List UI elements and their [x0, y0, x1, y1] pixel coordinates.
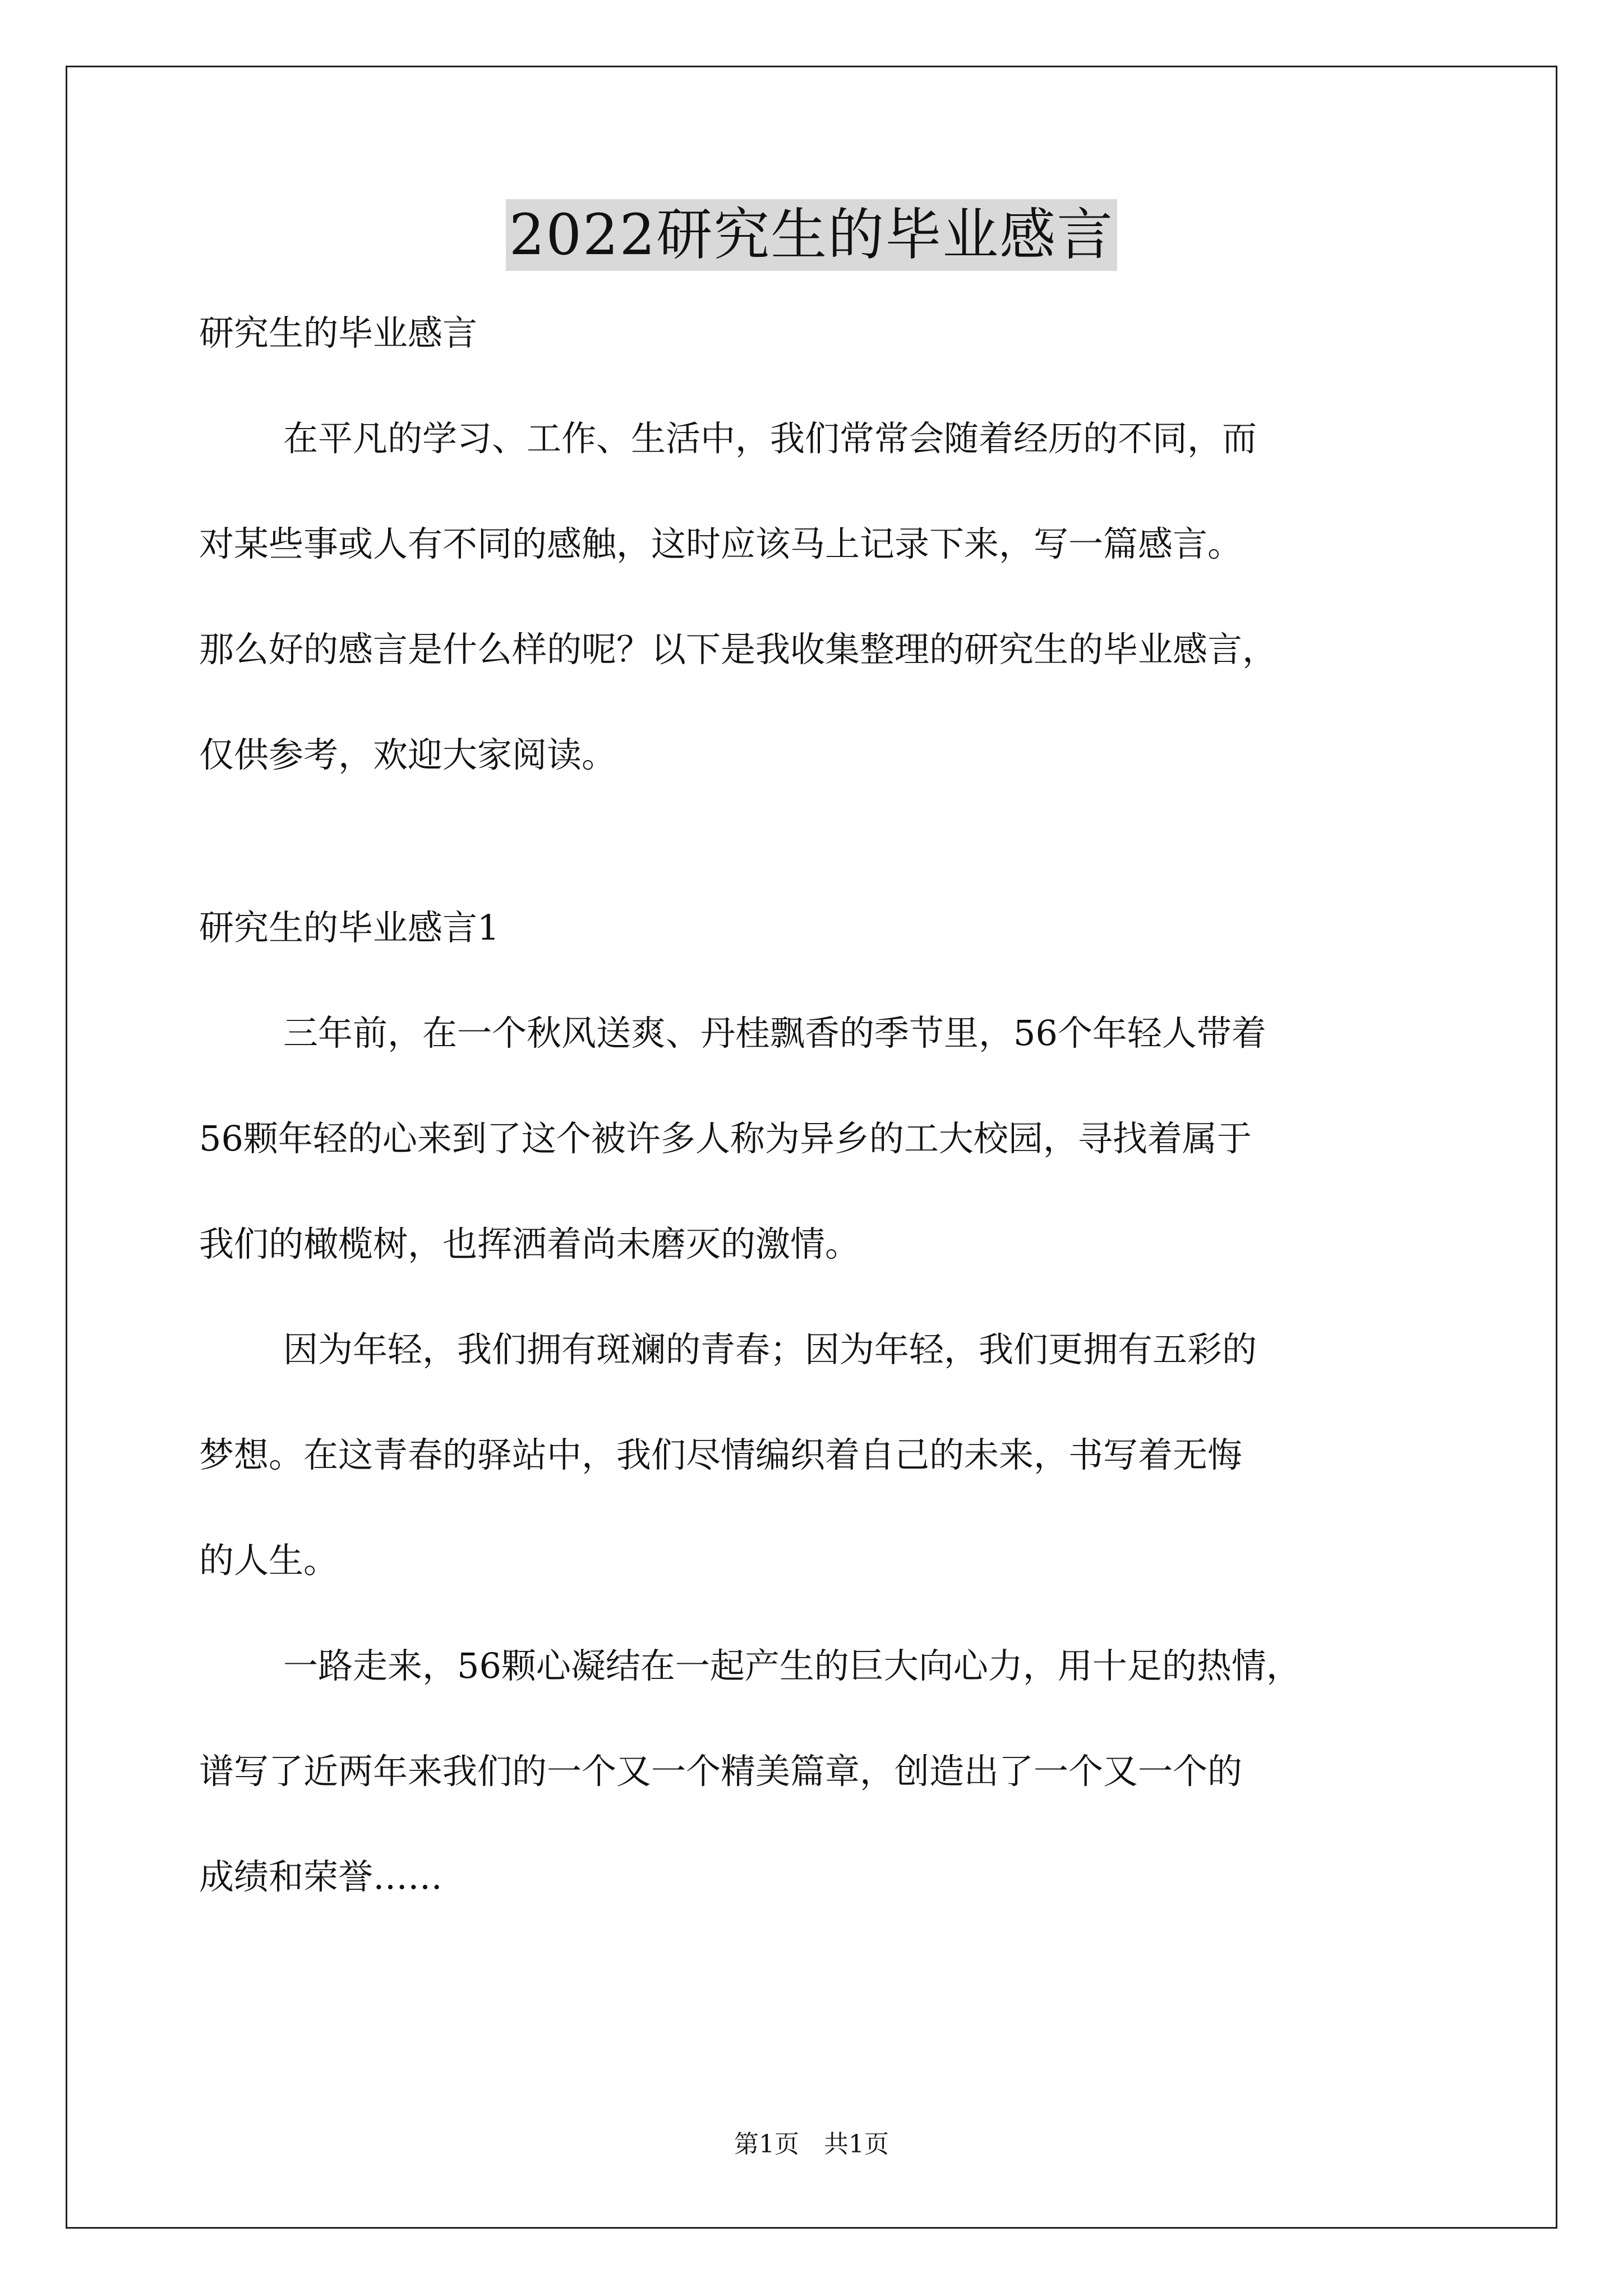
paragraph-line: 谱写了近两年来我们的一个又一个精美篇章，创造出了一个又一个的 [199, 1751, 1243, 1792]
paragraph-line: 对某些事或人有不同的感触，这时应该马上记录下来，写一篇感言。 [199, 523, 1243, 564]
intro-heading: 研究生的毕业感言 [199, 312, 478, 353]
paragraph-line: 成绩和荣誉…… [199, 1856, 443, 1897]
paragraph-line: 梦想。在这青春的驿站中，我们尽情编织着自己的未来，书写着无悔 [199, 1434, 1243, 1475]
title-container [0, 199, 1623, 271]
page-footer: 第1页 共1页 [734, 2130, 889, 2159]
paragraph-line: 三年前，在一个秋风送爽、丹桂飘香的季节里，56个年轻人带着 [283, 1013, 1266, 1053]
paragraph-line: 那么好的感言是什么样的呢？以下是我收集整理的研究生的毕业感言， [199, 629, 1278, 670]
paragraph-line: 因为年轻，我们拥有斑斓的青春；因为年轻，我们更拥有五彩的 [283, 1329, 1257, 1370]
paragraph-line: 在平凡的学习、工作、生活中，我们常常会随着经历的不同，而 [283, 418, 1257, 459]
paragraph-line: 一路走来，56颗心凝结在一起产生的巨大向心力，用十足的热情， [283, 1645, 1301, 1686]
section1-paragraph-2 [199, 1297, 1433, 1613]
intro-paragraph [199, 386, 1433, 808]
paragraph-line: 仅供参考，欢迎大家阅读。 [199, 734, 617, 775]
paragraph-line: 56颗年轻的心来到了这个被许多人称为异乡的工大校园，寻找着属于 [199, 1118, 1252, 1159]
paragraph-line: 的人生。 [199, 1540, 339, 1581]
section1-paragraph-1 [199, 981, 1433, 1297]
section1-paragraph-3 [199, 1613, 1433, 1930]
document-body [199, 303, 1433, 1930]
document-title: 2022研究生的毕业感言 [506, 199, 1118, 271]
section1-heading: 研究生的毕业感言1 [199, 907, 500, 948]
paragraph-line: 我们的橄榄树，也挥洒着尚未磨灭的激情。 [199, 1223, 860, 1264]
